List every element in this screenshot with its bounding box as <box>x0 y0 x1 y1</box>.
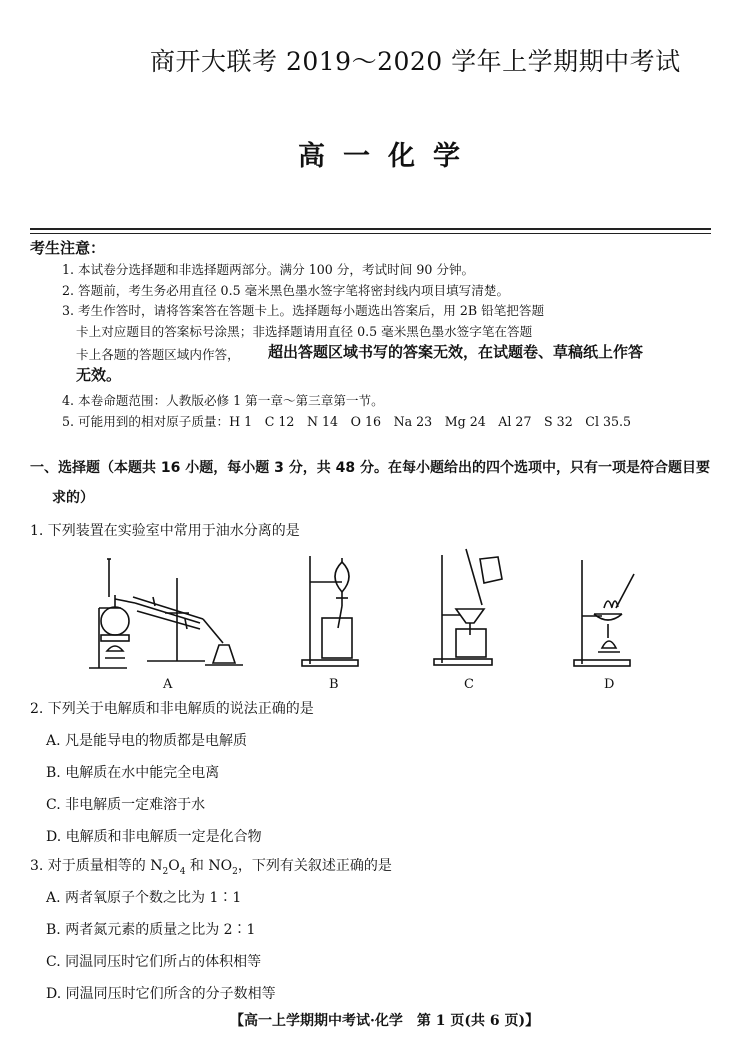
question-stem: 2. 下列关于电解质和非电解质的说法正确的是 <box>30 701 314 717</box>
question-stem: 1. 下列装置在实验室中常用于油水分离的是 <box>30 523 300 539</box>
option-a[interactable]: A. 凡是能导电的物质都是电解质 <box>46 733 248 749</box>
notice-item: 卡上对应题目的答案标号涂黑；非选择题请用直径 0.5 毫米黑色墨水签字笔在答题 <box>76 324 533 339</box>
option-a[interactable]: A. 两者氧原子个数之比为 1∶1 <box>46 890 242 906</box>
notice-item: 卡上各题的答题区域内作答， <box>76 347 240 362</box>
notice-item: 1. 本试卷分选择题和非选择题两部分。满分 100 分，考试时间 90 分钟。 <box>62 262 475 277</box>
option-d[interactable]: D. 电解质和非电解质一定是化合物 <box>46 829 262 845</box>
notice-warning: 超出答题区域书写的答案无效，在试题卷、草稿纸上作答 <box>268 343 644 361</box>
stem-text: ，下列有关叙述正确的是 <box>237 858 392 874</box>
stem-text: O <box>168 858 180 874</box>
filtration-apparatus-figure <box>430 547 510 670</box>
option-d[interactable]: D. 同温同压时它们所含的分子数相等 <box>46 986 276 1002</box>
notice-item: 2. 答题前，考生务必用直径 0.5 毫米黑色墨水签字笔将密封线内项目填写清楚。 <box>62 283 510 298</box>
subscript: 4 <box>179 866 186 877</box>
figure-label-d: D <box>604 677 615 692</box>
evaporation-apparatus-figure <box>568 552 648 670</box>
figure-label-b: B <box>329 677 339 692</box>
page-footer: 【高一上学期期中考试·化学 第 1 页(共 6 页)】 <box>230 1013 540 1029</box>
section-heading: 一、选择题（本题共 16 小题，每小题 3 分，共 48 分。在每小题给出的四个选项中，只有一项是符合题目要 <box>30 460 710 476</box>
stem-text: 3. 对于质量相等的 N <box>30 858 163 874</box>
notice-item: 5. 可能用到的相对原子质量：H 1 C 12 N 14 O 16 Na 23 Mg 24 Al 27 S 32 Cl 35.5 <box>62 414 632 429</box>
exam-title: 商开大联考 2019～2020 学年上学期期中考试 <box>150 47 681 76</box>
notice-item: 3. 考生作答时，请将答案答在答题卡上。选择题每小题选出答案后，用 2B 铅笔把答题 <box>62 303 545 318</box>
header-rule <box>30 228 711 230</box>
figure-label-a: A <box>163 677 173 692</box>
separatory-funnel-figure <box>298 548 368 670</box>
header-rule-thin <box>30 233 711 234</box>
option-b[interactable]: B. 电解质在水中能完全电离 <box>46 765 220 781</box>
subscript: 2 <box>162 866 169 877</box>
notice-heading: 考生注意： <box>30 239 106 257</box>
question-stem <box>30 855 392 877</box>
option-c[interactable]: C. 同温同压时它们所占的体积相等 <box>46 954 262 970</box>
subject-title: 高一化学 <box>298 141 478 172</box>
option-c[interactable]: C. 非电解质一定难溶于水 <box>46 797 206 813</box>
section-heading: 求的） <box>52 490 94 506</box>
stem-text: 和 NO <box>185 858 233 874</box>
notice-warning: 无效。 <box>76 366 122 384</box>
option-b[interactable]: B. 两者氮元素的质量之比为 2∶1 <box>46 922 256 938</box>
distillation-apparatus-figure <box>85 553 255 673</box>
figure-label-c: C <box>464 677 474 692</box>
subscript: 2 <box>232 866 238 877</box>
notice-item: 4. 本卷命题范围：人教版必修 1 第一章～第三章第一节。 <box>62 393 384 408</box>
